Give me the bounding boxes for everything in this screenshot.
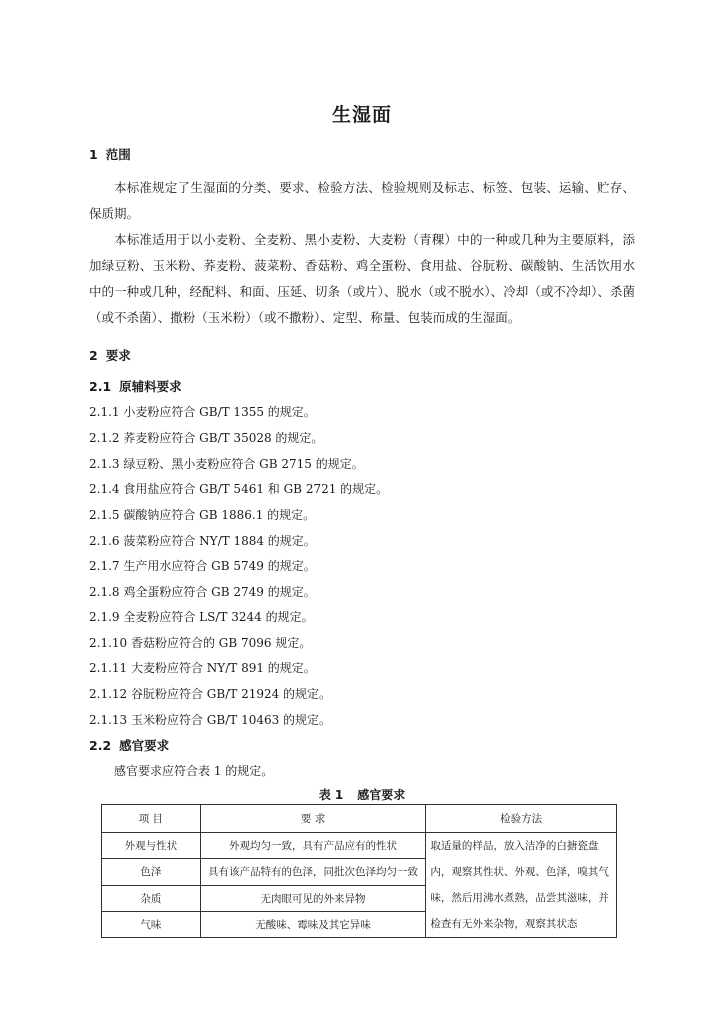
row-item: 气味: [102, 911, 201, 937]
section-title: 感官要求: [119, 738, 170, 753]
material-clause: 2.1.10 香菇粉应符合的 GB 7096 规定。: [89, 636, 312, 650]
row-item: 杂质: [102, 885, 201, 911]
material-clause: 2.1.12 谷朊粉应符合 GB/T 21924 的规定。: [89, 687, 332, 701]
table-caption: [0, 786, 724, 803]
material-clause: 2.1.11 大麦粉应符合 NY/T 891 的规定。: [89, 661, 316, 675]
section-title: 范围: [105, 147, 131, 162]
header-item: 项 目: [102, 805, 201, 833]
material-clause: 2.1.8 鸡全蛋粉应符合 GB 2749 的规定。: [89, 585, 316, 599]
row-requirement: 外观均匀一致，具有产品应有的性状: [200, 833, 426, 859]
section-number: 1: [89, 147, 98, 162]
row-item: 外观与性状: [102, 833, 201, 859]
material-clause: 2.1.9 全麦粉应符合 LS/T 3244 的规定。: [89, 610, 314, 624]
section-heading-scope: [89, 145, 131, 163]
document-title: 生湿面: [331, 104, 392, 126]
subsection-heading-raw-materials: [89, 377, 182, 395]
header-requirement: 要 求: [200, 805, 426, 833]
table-caption-number: 表 1: [318, 788, 344, 802]
section-heading-requirements: [89, 346, 131, 364]
material-clause: 2.1.13 玉米粉应符合 GB/T 10463 的规定。: [89, 713, 332, 727]
row-requirement: 无肉眼可见的外来异物: [200, 885, 426, 911]
material-clause: 2.1.3 绿豆粉、黑小麦粉应符合 GB 2715 的规定。: [89, 457, 364, 471]
header-test-method: 检验方法: [426, 805, 617, 833]
scope-paragraph-2: 本标准适用于以小麦粉、全麦粉、黑小麦粉、大麦粉（青稞）中的一种或几种为主要原料，添加绿豆粉、玉米粉、荞麦粉、菠菜粉、香菇粉、鸡全蛋粉、食用盐、谷朊粉、碳酸钠、生活饮用水中的一种或几种，经配料、和面、压延、切条（或片）、脱水（或不脱水）、冷却（或不冷却）、杀菌（或不杀菌）、撒粉（玉米粉）（或不撒粉）、定型、称量、包装而成的生湿面。: [89, 232, 635, 325]
section-number: 2.2: [89, 738, 112, 753]
material-clause: 2.1.5 碳酸钠应符合 GB 1886.1 的规定。: [89, 508, 316, 522]
material-clause: 2.1.6 菠菜粉应符合 NY/T 1884 的规定。: [89, 534, 316, 548]
table-header-row: [102, 805, 617, 833]
sensory-intro: 感官要求应符合表 1 的规定。: [114, 764, 274, 778]
material-clause: 2.1.1 小麦粉应符合 GB/T 1355 的规定。: [89, 405, 316, 419]
section-number: 2.1: [89, 379, 112, 394]
subsection-heading-sensory: [89, 736, 169, 754]
section-title: 要求: [105, 348, 131, 363]
material-clause: 2.1.2 荞麦粉应符合 GB/T 35028 的规定。: [89, 431, 324, 445]
row-requirement: 具有该产品特有的色泽，同批次色泽均匀一致: [200, 859, 426, 885]
sensory-requirements-table: [101, 804, 617, 938]
test-method-cell: 取适量的样品，放入洁净的白搪瓷盘内，观察其性状、外观、色泽，嗅其气味，然后用沸水煮熟，品尝其滋味，并检查有无外来杂物，观察其状态: [426, 833, 617, 938]
material-clause: 2.1.7 生产用水应符合 GB 5749 的规定。: [89, 559, 316, 573]
material-clause: 2.1.4 食用盐应符合 GB/T 5461 和 GB 2721 的规定。: [89, 482, 389, 496]
section-title: 原辅料要求: [119, 379, 182, 394]
row-requirement: 无酸味、霉味及其它异味: [200, 911, 426, 937]
table-row: [102, 833, 617, 859]
section-number: 2: [89, 348, 98, 363]
row-item: 色泽: [102, 859, 201, 885]
scope-paragraph-1: 本标准规定了生湿面的分类、要求、检验方法、检验规则及标志、标签、包装、运输、贮存、保质期。: [89, 180, 635, 221]
table-caption-title: 感官要求: [357, 788, 406, 802]
